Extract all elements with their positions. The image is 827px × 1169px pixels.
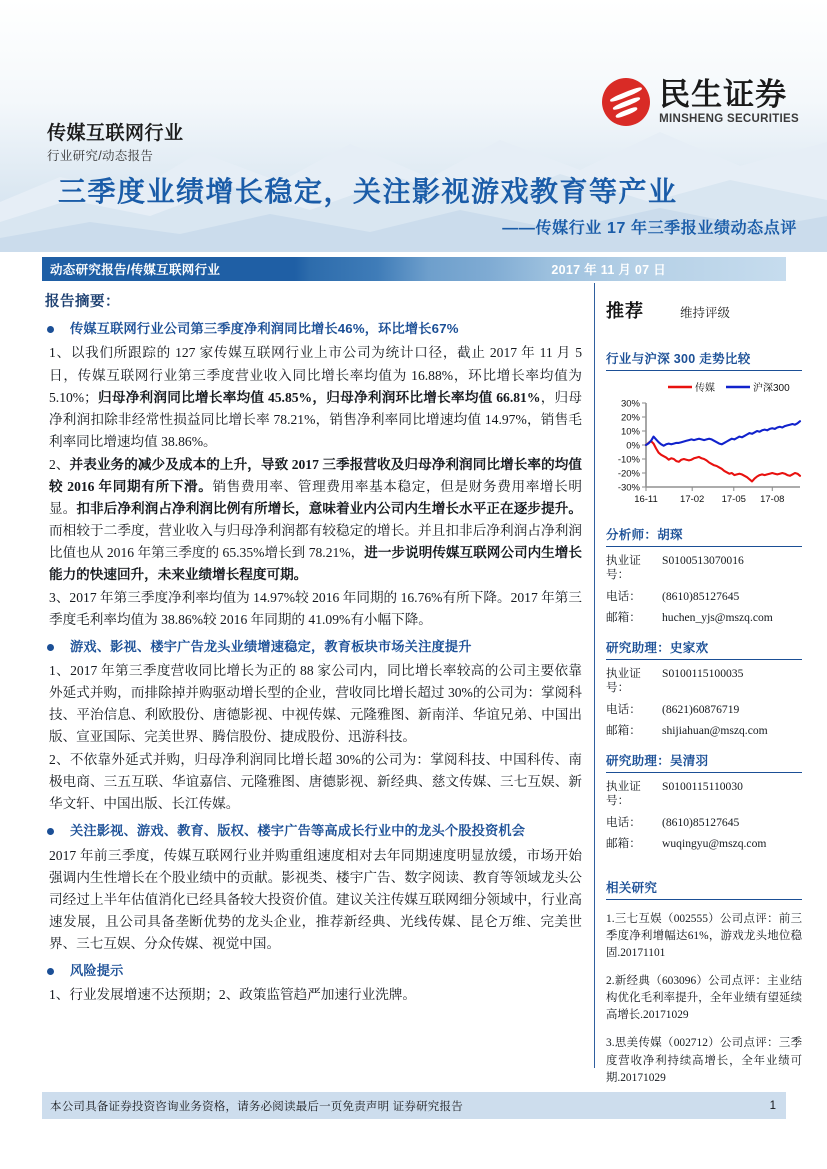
bullet-dot-icon bbox=[47, 828, 54, 835]
analyst-name: 分析师：胡琛 bbox=[606, 525, 802, 547]
performance-chart bbox=[606, 375, 802, 513]
svg-text:-30%: -30% bbox=[617, 482, 640, 494]
analyst-field-value: S0100513070016 bbox=[662, 554, 744, 567]
analyst-field-key: 电话： bbox=[606, 589, 641, 603]
svg-text:17-02: 17-02 bbox=[680, 494, 705, 505]
summary-bullet-label: 风险提示 bbox=[70, 962, 124, 978]
analyst-field bbox=[606, 590, 802, 604]
bullet-dot-icon bbox=[47, 644, 54, 651]
page-header bbox=[0, 0, 827, 252]
report-category: 行业研究/动态报告 bbox=[47, 149, 154, 163]
summary-bullet-label: 关注影视、游戏、教育、版权、楼宇广告等高成长行业中的龙头个股投资机会 bbox=[70, 823, 526, 839]
analyst-field bbox=[606, 837, 802, 851]
summary-sections bbox=[45, 320, 582, 1006]
bullet-dot-icon bbox=[47, 968, 54, 975]
summary-paragraph: 2017 年前三季度，传媒互联网行业并购重组速度相对去年同期速度明显放缓，市场开始强调内生性增长在个股业绩中的贡献。影视类、楼宇广告、数字阅读、教育等领域龙头公司经过上半年估值消化已经具备较大投资价值。建议关注传媒互联网细分领域中，行业高速发展，且公司具备垄断优势的龙头企业，推荐新经典、光线传媒、昆仑万维、完美世界、三七互娱、分众传媒、视觉中国。 bbox=[49, 847, 582, 951]
summary-heading: 报告摘要： bbox=[45, 294, 120, 310]
analyst-field-key: 电话： bbox=[606, 815, 641, 829]
sidebar bbox=[606, 297, 802, 1087]
analyst-list bbox=[606, 525, 802, 852]
analyst-field bbox=[606, 554, 802, 583]
logo-text-cn: 民生证券 bbox=[659, 77, 788, 112]
analyst-field-key: 执业证号： bbox=[606, 554, 641, 582]
summary-paragraph: 1、2017 年第三季度营收同比增长为正的 88 家公司内，同比增长率较高的公司主要依靠外延式并购，而排除掉并购驱动增长型的企业，营收同比增长超过 30%的公司为：掌阅科技、平治信息、利欧股份、唐德影视、中视传媒、元隆雅图、新南洋、华谊兄弟、中国出版、宣亚国际、完美世界、腾信股份、捷成股份、迅游科技。 bbox=[49, 663, 582, 745]
report-date: 2017 年 11 月 07 日 bbox=[551, 263, 666, 277]
summary-paragraph: 3、2017 年第三季度净利率均值为 14.97%较 2016 年同期的 16.76%有所下降。2017 年第三季度毛利率均值为 38.86%较 2016 年同期的 41.09%有小幅下降。 bbox=[49, 589, 582, 627]
rating-block bbox=[606, 297, 802, 323]
related-research-item[interactable]: 3.思美传媒（002712）公司点评：三季度营收净利持续高增长，全年业绩可期.20171029 bbox=[606, 1037, 802, 1084]
page-subtitle: ——传媒行业 17 年三季报业绩动态点评 bbox=[502, 220, 797, 237]
summary-paragraph: 2、不依靠外延式并购，归母净利润同比增长超 30%的公司为：掌阅科技、中国科传、南极电商、三五互联、华谊嘉信、元隆雅图、唐德影视、新经典、慈文传媒、三七互娱、新华文轩、中国出版、长江传媒。 bbox=[49, 752, 582, 812]
page-footer bbox=[42, 1092, 786, 1119]
svg-text:沪深300: 沪深300 bbox=[753, 383, 790, 394]
svg-text:16-11: 16-11 bbox=[634, 494, 658, 505]
analyst-field-key: 执业证号： bbox=[606, 666, 641, 695]
analyst-field-key: 邮箱： bbox=[606, 724, 641, 738]
chart-title: 行业与沪深 300 走势比较 bbox=[606, 349, 802, 371]
summary-bullet-label: 游戏、影视、楼宇广告龙头业绩增速稳定，教育板块市场关注度提升 bbox=[70, 638, 472, 654]
svg-text:30%: 30% bbox=[620, 398, 640, 410]
svg-text:20%: 20% bbox=[620, 412, 640, 424]
analyst-field-value: (8610)85127645 bbox=[662, 589, 740, 603]
analyst-field bbox=[606, 611, 802, 625]
rating-status: 维持评级 bbox=[680, 306, 731, 320]
analyst-field-value: wuqingyu@mszq.com bbox=[662, 837, 767, 851]
summary-paragraph: 1、以我们所跟踪的 127 家传媒互联网行业上市公司为统计口径，截止 2017 年 11 月 5 日，传媒互联网行业第三季度营业收入同比增长率均值为 16.88%，环比增长率均值为 5.10%；归母净利润同比增长率均值 45.85%，归母净利润环比增长率均值 66.81%，归母净利润扣除非经常性损益同比增长率 78.21%，销售净利率同比增速均值 14.97%，销售毛利率同比增速均值 38.86%。 bbox=[49, 345, 582, 449]
related-research-item[interactable]: 2.新经典（603096）公司点评：主业结构优化毛利率提升，全年业绩有望延续高增长.20171029 bbox=[606, 975, 802, 1022]
analyst-field-value: shijiahuan@mszq.com bbox=[662, 724, 768, 738]
summary-bullet bbox=[45, 320, 582, 338]
analyst-field-key: 邮箱： bbox=[606, 837, 641, 851]
chart-svg bbox=[606, 375, 802, 513]
footer-page-number: 1 bbox=[769, 1099, 776, 1112]
svg-text:传媒: 传媒 bbox=[695, 383, 715, 394]
svg-text:10%: 10% bbox=[620, 426, 640, 438]
analyst-field-value: S0100115100035 bbox=[662, 666, 744, 680]
related-research-heading: 相关研究 bbox=[606, 878, 802, 900]
summary-bullet bbox=[45, 638, 582, 656]
bullet-dot-icon bbox=[47, 326, 54, 333]
analyst-name: 研究助理：史家欢 bbox=[606, 638, 802, 660]
report-summary-column bbox=[45, 290, 582, 1006]
svg-text:-10%: -10% bbox=[617, 454, 640, 466]
svg-text:17-05: 17-05 bbox=[721, 494, 746, 505]
analyst-field bbox=[606, 703, 802, 717]
related-research-item[interactable]: 1.三七互娱（002555）公司点评：前三季度净利增幅达61%，游戏龙头地位稳固.20171101 bbox=[606, 912, 802, 960]
analyst-field bbox=[606, 780, 802, 809]
minsheng-logo-icon bbox=[602, 78, 650, 126]
analyst-name: 研究助理：吴清羽 bbox=[606, 751, 802, 773]
analyst-field-key: 电话： bbox=[606, 702, 641, 716]
analyst-field bbox=[606, 816, 802, 830]
analyst-field-value: (8610)85127645 bbox=[662, 815, 740, 829]
analyst-field-value: huchen_yjs@mszq.com bbox=[662, 611, 773, 625]
company-logo bbox=[602, 78, 799, 126]
logo-text-en: MINSHENG SECURITIES bbox=[659, 113, 799, 125]
related-research-list bbox=[606, 911, 802, 1087]
summary-paragraph: 2、并表业务的减少及成本的上升，导致 2017 三季报营收及归母净利润同比增长率的均值较 2016 年同期有所下滑。销售费用率、管理费用率基本稳定，但是财务费用率增长明显。扣非后净利润占净利润比例有所增长，意味着业内公司内生增长水平正在逐步提升。而相较于二季度，营业收入与归母净利润都有较稳定的增长。并且扣非后净利润占净利润比值也从 2016 年第三季度的 65.35%增长到 78.21%，进一步说明传媒互联网公司内生增长能力的快速回升，未来业绩增长程度可期。 bbox=[49, 456, 583, 582]
svg-text:-20%: -20% bbox=[617, 468, 640, 480]
analyst-field bbox=[606, 724, 802, 738]
analyst-field-value: (8621)60876719 bbox=[662, 702, 740, 716]
summary-bullet bbox=[45, 822, 582, 840]
rating-label: 推荐 bbox=[606, 301, 644, 321]
analyst-field-key: 邮箱： bbox=[606, 611, 641, 625]
summary-bullet-label: 传媒互联网行业公司第三季度净利润同比增长46%，环比增长67% bbox=[70, 321, 459, 336]
footer-disclaimer: 本公司具备证券投资咨询业务资格，请务必阅读最后一页免责声明 证券研究报告 bbox=[50, 1100, 463, 1113]
column-divider bbox=[594, 283, 595, 1068]
analyst-field-key: 执业证号： bbox=[606, 779, 641, 808]
analyst-field bbox=[606, 667, 802, 696]
report-meta-bar bbox=[42, 257, 786, 281]
svg-text:0%: 0% bbox=[626, 440, 640, 452]
summary-bullet bbox=[45, 962, 582, 980]
analyst-field-value: S0100115110030 bbox=[662, 779, 743, 793]
summary-paragraph: 1、行业发展增速不达预期；2、政策监管趋严加速行业洗牌。 bbox=[49, 987, 417, 1003]
page-title: 三季度业绩增长稳定，关注影视游戏教育等产业 bbox=[58, 176, 678, 207]
sector-name: 传媒互联网行业 bbox=[47, 123, 184, 144]
svg-text:17-08: 17-08 bbox=[760, 494, 785, 505]
report-meta-label: 动态研究报告/传媒互联网行业 bbox=[50, 263, 221, 277]
